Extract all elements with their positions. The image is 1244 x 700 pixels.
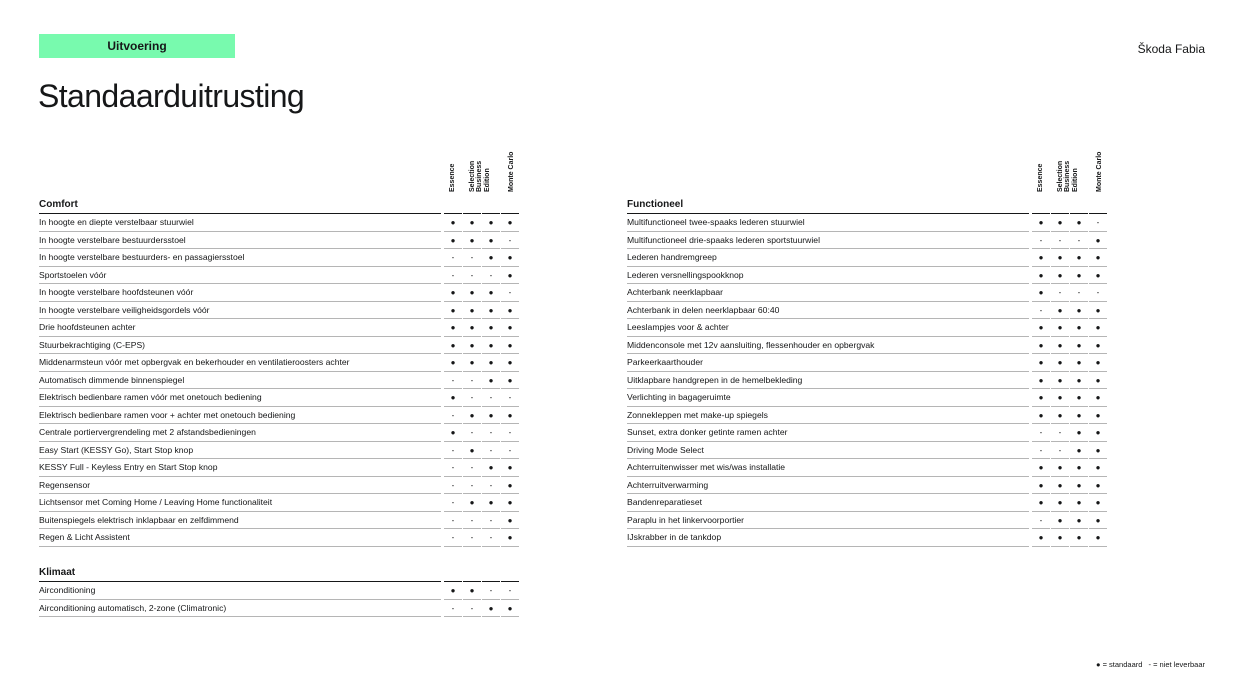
feature-label: In hoogte verstelbare hoofdsteunen vóór [39, 287, 194, 297]
availability-cell: ● [1070, 337, 1088, 355]
table-row [39, 529, 520, 547]
availability-cell: ● [463, 319, 481, 337]
availability-cell: ● [501, 214, 519, 232]
availability-cell: - [482, 442, 500, 460]
table-row [39, 459, 520, 477]
availability-cell: ● [1089, 459, 1107, 477]
availability-cell: ● [463, 302, 481, 320]
availability-cell: - [501, 232, 519, 250]
availability-cell: - [482, 529, 500, 547]
table-row [627, 302, 1108, 320]
table-row [627, 529, 1108, 547]
availability-cell: - [482, 582, 500, 600]
availability-cell: ● [1032, 337, 1050, 355]
availability-cell: ● [1089, 442, 1107, 460]
availability-cell: - [1089, 284, 1107, 302]
availability-cell: ● [1032, 389, 1050, 407]
section-header [627, 198, 1108, 214]
availability-cell: ● [1089, 302, 1107, 320]
column-header: Essence [449, 163, 456, 192]
availability-cell: ● [482, 372, 500, 390]
row-rule [39, 616, 441, 617]
availability-cell: ● [1051, 477, 1069, 495]
table-row [627, 319, 1108, 337]
availability-cell: ● [482, 459, 500, 477]
feature-label: In hoogte verstelbare bestuurdersstoel [39, 234, 186, 245]
feature-label: Elektrisch bedienbare ramen vóór met onetouch bediening [39, 392, 262, 402]
availability-cell: ● [1070, 512, 1088, 530]
availability-cell: ● [1070, 407, 1088, 425]
availability-cell: ● [1070, 372, 1088, 390]
availability-cell: ● [482, 232, 500, 250]
availability-cell: ● [444, 424, 462, 442]
availability-cell: ● [501, 494, 519, 512]
availability-cell: - [463, 512, 481, 530]
availability-cell: ● [1051, 214, 1069, 232]
availability-cell: ● [444, 389, 462, 407]
table-row [39, 600, 520, 618]
availability-cell: ● [501, 337, 519, 355]
availability-cell: ● [463, 494, 481, 512]
availability-cell: ● [1032, 319, 1050, 337]
feature-label: Lederen versnellingspookknop [627, 269, 744, 280]
column-header: Selection [1056, 160, 1064, 192]
availability-cell: ● [501, 600, 519, 618]
availability-cell: - [482, 477, 500, 495]
table-row [39, 319, 520, 337]
table-row [627, 372, 1108, 390]
table-row [627, 214, 1108, 232]
section-title: Functioneel [627, 199, 684, 210]
feature-label: Centrale portiervergrendeling met 2 afstandsbedieningen [39, 427, 256, 437]
availability-cell: ● [1070, 477, 1088, 495]
brand-label: Škoda Fabia [1137, 42, 1205, 56]
feature-label: Leeslampjes voor & achter [627, 322, 729, 332]
availability-cell: - [463, 459, 481, 477]
page-title: Standaarduitrusting [38, 78, 305, 114]
availability-cell: ● [463, 214, 481, 232]
availability-cell: ● [444, 319, 462, 337]
availability-cell: - [444, 372, 462, 390]
availability-cell: ● [444, 232, 462, 250]
availability-cell: ● [1051, 372, 1069, 390]
availability-cell: ● [1032, 354, 1050, 372]
availability-cell: ● [1032, 372, 1050, 390]
feature-label: Sunset, extra donker getinte ramen achter [627, 427, 788, 437]
availability-cell: ● [463, 284, 481, 302]
feature-label: In hoogte verstelbare veiligheidsgordels vóór [39, 304, 210, 315]
availability-cell: - [1032, 232, 1050, 250]
availability-cell: ● [1070, 529, 1088, 547]
availability-cell: ● [482, 302, 500, 320]
availability-cell: ● [1032, 407, 1050, 425]
feature-label: Lichtsensor met Coming Home / Leaving Home functionaliteit [39, 497, 273, 507]
availability-cell: ● [501, 529, 519, 547]
availability-cell: - [463, 267, 481, 285]
feature-label: Automatisch dimmende binnenspiegel [39, 374, 185, 385]
availability-cell: ● [1051, 512, 1069, 530]
column-header: Business Edition [1064, 160, 1079, 192]
availability-cell: - [1051, 442, 1069, 460]
availability-cell: ● [1089, 529, 1107, 547]
availability-cell: - [444, 512, 462, 530]
table-row [627, 442, 1108, 460]
availability-cell: ● [463, 232, 481, 250]
availability-cell: - [501, 442, 519, 460]
table-row [39, 494, 520, 512]
availability-cell: ● [1089, 494, 1107, 512]
availability-cell: - [1070, 232, 1088, 250]
availability-cell: - [463, 372, 481, 390]
table-row [627, 477, 1108, 495]
availability-cell: ● [482, 337, 500, 355]
feature-label: Elektrisch bedienbare ramen voor + achter met onetouch bediening [39, 409, 296, 420]
availability-cell: ● [1070, 302, 1088, 320]
availability-cell: ● [1051, 529, 1069, 547]
availability-cell: - [1051, 284, 1069, 302]
availability-cell: ● [1051, 354, 1069, 372]
availability-cell: - [444, 249, 462, 267]
availability-cell: ● [444, 354, 462, 372]
feature-label: Middenconsole met 12v aansluiting, flessenhouder en opbergvak [627, 339, 875, 350]
feature-label: Regensensor [39, 479, 91, 490]
availability-cell: ● [1070, 319, 1088, 337]
table-row [39, 284, 520, 302]
table-row [627, 284, 1108, 302]
feature-label: Stuurbekrachtiging (C-EPS) [39, 339, 146, 350]
feature-label: Bandenreparatieset [627, 497, 703, 507]
availability-cell: ● [1032, 284, 1050, 302]
availability-cell: - [444, 494, 462, 512]
availability-cell: - [501, 284, 519, 302]
availability-cell: ● [1089, 337, 1107, 355]
availability-cell: ● [501, 319, 519, 337]
table-row [627, 267, 1108, 285]
availability-cell: ● [482, 600, 500, 618]
availability-cell: - [444, 442, 462, 460]
table-row [39, 512, 520, 530]
table-row [39, 337, 520, 355]
table-row [39, 424, 520, 442]
column-header: Business Edition [476, 160, 491, 192]
availability-cell: ● [1089, 232, 1107, 250]
availability-cell: ● [463, 582, 481, 600]
availability-cell: ● [1032, 249, 1050, 267]
availability-cell: ● [501, 512, 519, 530]
availability-cell: ● [444, 337, 462, 355]
section-title: Klimaat [39, 567, 76, 578]
availability-cell: - [463, 600, 481, 618]
availability-cell: - [482, 389, 500, 407]
table-row [39, 582, 520, 600]
feature-label: In hoogte en diepte verstelbaar stuurwiel [39, 217, 194, 227]
legend [1092, 660, 1205, 669]
table-row [627, 424, 1108, 442]
availability-cell: - [444, 459, 462, 477]
availability-cell: - [1070, 284, 1088, 302]
availability-cell: - [1051, 424, 1069, 442]
comfort-table [39, 198, 520, 547]
feature-label: Paraplu in het linkervoorportier [627, 514, 745, 525]
availability-cell: - [463, 424, 481, 442]
availability-cell: - [463, 389, 481, 407]
feature-label: Achterruitverwarming [627, 479, 709, 490]
table-row [39, 477, 520, 495]
uitvoering-badge: Uitvoering [39, 34, 235, 58]
availability-cell: ● [1051, 389, 1069, 407]
feature-label: Sportstoelen vóór [39, 269, 107, 280]
availability-cell: ● [1089, 249, 1107, 267]
availability-cell: ● [482, 494, 500, 512]
availability-cell: ● [482, 319, 500, 337]
availability-cell: - [482, 267, 500, 285]
section-header [39, 198, 520, 214]
table-row [627, 459, 1108, 477]
availability-cell: ● [463, 354, 481, 372]
availability-cell: - [501, 389, 519, 407]
availability-cell: ● [1051, 407, 1069, 425]
availability-cell: - [1032, 512, 1050, 530]
feature-label: Driving Mode Select [627, 444, 704, 455]
availability-cell: - [444, 529, 462, 547]
section-title: Comfort [39, 199, 78, 210]
availability-cell: ● [1089, 407, 1107, 425]
availability-cell: - [482, 424, 500, 442]
table-row [627, 354, 1108, 372]
feature-label: Easy Start (KESSY Go), Start Stop knop [39, 444, 194, 455]
feature-label: Multifunctioneel drie-spaaks lederen sportstuurwiel [627, 234, 820, 245]
feature-label: Drie hoofdsteunen achter [39, 322, 136, 332]
table-row [39, 302, 520, 320]
column-header: Monte Carlo [507, 151, 515, 192]
availability-cell: ● [482, 214, 500, 232]
table-row [39, 389, 520, 407]
feature-label: Buitenspiegels elektrisch inklapbaar en zelfdimmend [39, 514, 239, 525]
availability-cell: - [444, 267, 462, 285]
table-row [39, 249, 520, 267]
feature-label: Multifunctioneel twee-spaaks lederen stuurwiel [627, 217, 805, 227]
availability-cell: - [482, 512, 500, 530]
availability-cell: - [444, 407, 462, 425]
table-row [627, 512, 1108, 530]
column-header: Monte Carlo [1095, 151, 1103, 192]
availability-cell: ● [1032, 267, 1050, 285]
availability-cell: ● [482, 354, 500, 372]
feature-label: KESSY Full - Keyless Entry en Start Stop knop [39, 462, 218, 472]
table-row [627, 407, 1108, 425]
feature-label: Parkeerkaarthouder [627, 357, 703, 367]
feature-label: Middenarmsteun vóór met opbergvak en bekerhouder en ventilatieroosters achter [39, 357, 350, 367]
table-row [627, 389, 1108, 407]
availability-cell: ● [482, 249, 500, 267]
availability-cell: ● [1032, 214, 1050, 232]
availability-cell: ● [1051, 494, 1069, 512]
availability-cell: ● [1051, 337, 1069, 355]
feature-label: Verlichting in bagageruimte [627, 392, 731, 402]
availability-cell: ● [1070, 354, 1088, 372]
availability-cell: ● [1070, 214, 1088, 232]
availability-cell: ● [482, 407, 500, 425]
table-row [39, 442, 520, 460]
availability-cell: ● [501, 407, 519, 425]
availability-cell: ● [501, 354, 519, 372]
table-row [39, 214, 520, 232]
availability-cell: ● [1089, 319, 1107, 337]
availability-cell: ● [1032, 494, 1050, 512]
availability-cell: ● [463, 442, 481, 460]
availability-cell: ● [1032, 477, 1050, 495]
table-row [627, 494, 1108, 512]
section-header [39, 566, 520, 582]
availability-cell: ● [1070, 459, 1088, 477]
klimaat-table [39, 566, 520, 617]
availability-cell: - [501, 424, 519, 442]
availability-cell: ● [1051, 249, 1069, 267]
table-row [627, 232, 1108, 250]
feature-label: Airconditioning [39, 585, 96, 595]
availability-cell: - [1089, 214, 1107, 232]
availability-cell: ● [444, 284, 462, 302]
availability-cell: - [444, 477, 462, 495]
availability-cell: ● [1051, 319, 1069, 337]
availability-cell: - [463, 529, 481, 547]
availability-cell: ● [1070, 267, 1088, 285]
availability-cell: ● [444, 582, 462, 600]
table-row [627, 337, 1108, 355]
feature-label: Achterbank neerklapbaar [627, 287, 724, 297]
availability-cell: ● [1051, 302, 1069, 320]
table-row [39, 372, 520, 390]
availability-cell: ● [1070, 442, 1088, 460]
feature-label: In hoogte verstelbare bestuurders- en passagiersstoel [39, 252, 245, 262]
availability-cell: ● [482, 284, 500, 302]
availability-cell: - [463, 477, 481, 495]
availability-cell: - [1051, 232, 1069, 250]
availability-cell: - [444, 600, 462, 618]
availability-cell: ● [501, 249, 519, 267]
availability-cell: ● [501, 459, 519, 477]
table-row [627, 249, 1108, 267]
availability-cell: ● [1070, 494, 1088, 512]
column-header: Selection [468, 160, 476, 192]
feature-label: Airconditioning automatisch, 2-zone (Climatronic) [39, 602, 227, 613]
feature-label: Achterruitenwisser met wis/was installatie [627, 462, 786, 472]
availability-cell: ● [1051, 267, 1069, 285]
table-row [39, 354, 520, 372]
availability-cell: - [1032, 424, 1050, 442]
availability-cell: ● [1089, 389, 1107, 407]
availability-cell: ● [1070, 249, 1088, 267]
legend-not-available: - = niet leverbaar [1148, 660, 1205, 669]
availability-cell: - [1032, 302, 1050, 320]
availability-cell: ● [444, 302, 462, 320]
functioneel-table [627, 198, 1108, 547]
feature-label: Zonnekleppen met make-up spiegels [627, 409, 768, 420]
availability-cell: ● [1089, 512, 1107, 530]
availability-cell: ● [1089, 354, 1107, 372]
table-row [39, 232, 520, 250]
availability-cell: ● [1051, 459, 1069, 477]
feature-label: Uitklapbare handgrepen in de hemelbekleding [627, 374, 803, 385]
availability-cell: ● [1032, 529, 1050, 547]
availability-cell: ● [463, 407, 481, 425]
availability-cell: ● [1089, 424, 1107, 442]
table-row [39, 407, 520, 425]
availability-cell: ● [501, 372, 519, 390]
table-row [39, 267, 520, 285]
availability-cell: ● [1032, 459, 1050, 477]
feature-label: Achterbank in delen neerklapbaar 60:40 [627, 304, 780, 315]
feature-label: IJskrabber in de tankdop [627, 532, 722, 542]
legend-standard: ● = standaard [1095, 660, 1143, 669]
availability-cell: ● [501, 477, 519, 495]
availability-cell: - [501, 582, 519, 600]
availability-cell: ● [1070, 424, 1088, 442]
feature-label: Regen & Licht Assistent [39, 532, 130, 542]
availability-cell: ● [463, 337, 481, 355]
column-header: Essence [1037, 163, 1044, 192]
availability-cell: ● [1089, 372, 1107, 390]
availability-cell: ● [1070, 389, 1088, 407]
availability-cell: - [1032, 442, 1050, 460]
feature-label: Lederen handremgreep [627, 252, 717, 262]
availability-cell: ● [501, 267, 519, 285]
availability-cell: ● [501, 302, 519, 320]
availability-cell: - [463, 249, 481, 267]
row-rule [627, 546, 1029, 547]
availability-cell: ● [444, 214, 462, 232]
row-rule [39, 546, 441, 547]
availability-cell: ● [1089, 267, 1107, 285]
availability-cell: ● [1089, 477, 1107, 495]
